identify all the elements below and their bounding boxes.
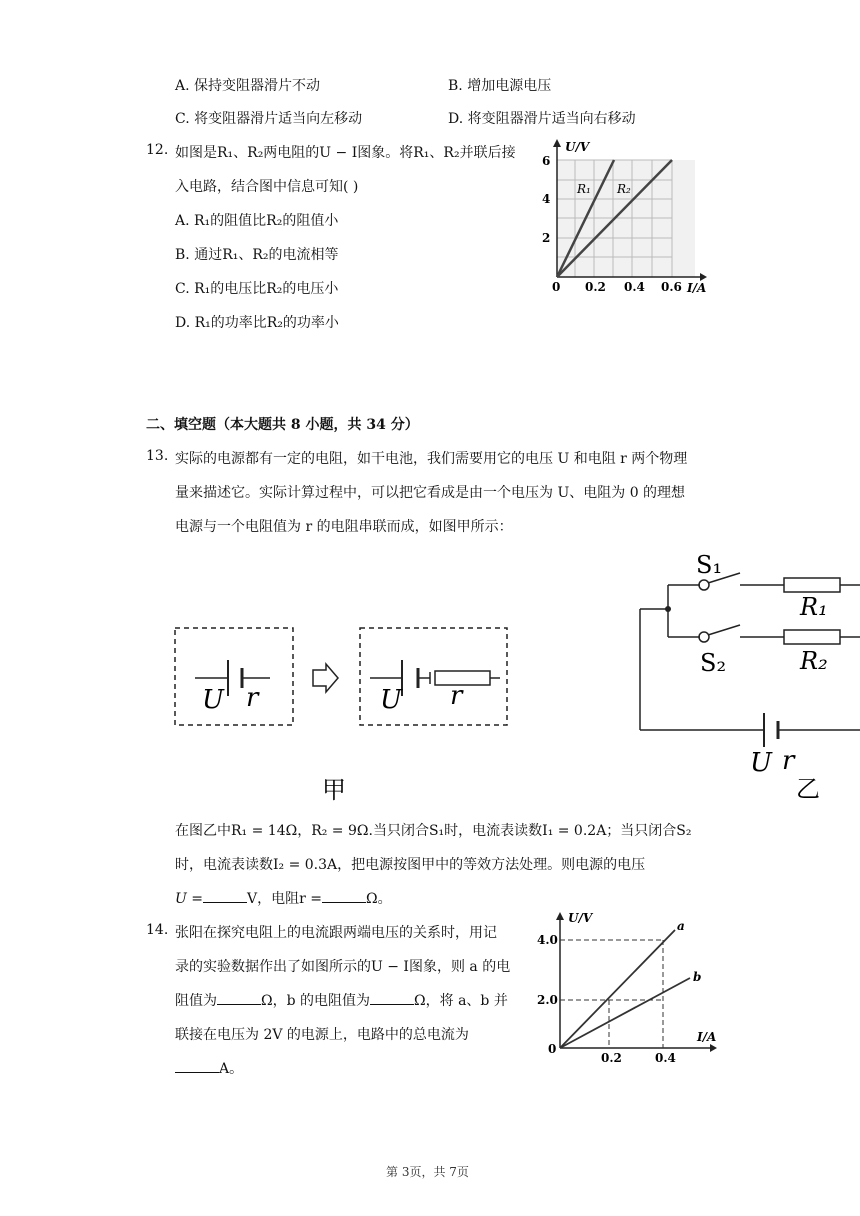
u-label-yi: U: [750, 748, 772, 778]
figure-yi: [636, 545, 860, 805]
s1-label: S₁: [696, 551, 723, 579]
q11-option-c: C. 将变阻器滑片适当向左移动: [175, 111, 363, 127]
q12-option-a: A. R₁的阻值比R₂的阻值小: [175, 213, 339, 229]
q11-option-b: B. 增加电源电压: [448, 78, 552, 94]
blank-r[interactable]: [322, 890, 366, 903]
y-axis-arrow: [553, 139, 561, 147]
q14-line5: A。: [175, 1058, 243, 1078]
q13-line6: U = V，电阻r = Ω。: [175, 891, 392, 907]
x-axis-arrow: [710, 1044, 717, 1052]
q13-line2: 量来描述它。实际计算过程中，可以把它看成是由一个电压为 U、电阻为 0 的理想: [175, 485, 686, 501]
line-b: [560, 978, 690, 1048]
jia-r-label: r: [246, 683, 259, 713]
q14-line2: 录的实验数据作出了如图所示的U − I图象，则 a 的电: [175, 959, 511, 975]
jia-u-label: U: [202, 685, 224, 715]
q14-line1: 张阳在探究电阻上的电流跟两端电压的关系时，用记: [175, 925, 497, 941]
y-axis-label: U/V: [565, 140, 590, 154]
box-left: [175, 628, 293, 725]
y-tick-2: 2.0: [537, 993, 558, 1007]
x-tick-04: 0.4: [655, 1051, 676, 1063]
arrow-icon: [313, 664, 338, 692]
q14-line4: 联接在电压为 2V 的电源上，电路中的总电流为: [175, 1027, 469, 1043]
y-axis-label: U/V: [568, 911, 593, 925]
switch-s1: [699, 580, 709, 590]
section-title: 二、填空题（本大题共 8 小题，共 34 分）: [146, 417, 419, 433]
x-tick-06: 0.6: [661, 280, 682, 294]
x-axis-label: I/A: [687, 281, 707, 295]
r2-label: R₂: [617, 182, 631, 196]
figure-jia: [170, 620, 520, 810]
switch-s2: [699, 632, 709, 642]
x-axis-arrow: [700, 273, 707, 281]
y-tick-4: 4.0: [537, 933, 558, 947]
line-a: [560, 930, 675, 1048]
r1-label: R₁: [577, 182, 591, 196]
q12-option-c: C. R₁的电压比R₂的电压小: [175, 281, 339, 297]
x-tick-02: 0.2: [601, 1051, 622, 1063]
r-label-yi: r: [782, 746, 795, 776]
label-b: b: [693, 970, 702, 984]
q12-number: 12.: [146, 142, 169, 158]
q13-line1: 实际的电源都有一定的电阻，如干电池，我们需要用它的电压 U 和电阻 r 两个物理: [175, 451, 688, 467]
x-tick-0: 0: [552, 280, 561, 294]
q12-ui-graph: [535, 135, 725, 300]
q12-option-d: D. R₁的功率比R₂的功率小: [175, 315, 339, 331]
resistor-r: [435, 671, 490, 685]
s2-label: S₂: [700, 649, 727, 677]
q13-line5: 时，电流表读数I₂ = 0.3A，把电源按图甲中的等效方法处理。则电源的电压: [175, 857, 646, 873]
q12-line2: 入电路，结合图中信息可知( ): [175, 179, 359, 195]
r1-label-yi: R₁: [800, 593, 828, 621]
x-tick-0: 0: [548, 1042, 557, 1056]
q13-line3: 电源与一个电阻值为 r 的电阻串联而成，如图甲所示：: [175, 519, 513, 535]
y-axis-arrow: [556, 912, 564, 920]
y-tick-2: 2: [542, 231, 551, 245]
q11-option-a: A. 保持变阻器滑片不动: [175, 78, 321, 94]
blank-ra[interactable]: [217, 992, 261, 1005]
q12-line1: 如图是R₁、R₂两电阻的U − I图象。将R₁、R₂并联后接: [175, 145, 516, 161]
q13-number: 13.: [146, 448, 169, 464]
resistor-r1: [784, 578, 840, 592]
page-footer: 第 3页，共 7页: [386, 1165, 469, 1179]
x-tick-02: 0.2: [585, 280, 606, 294]
x-axis-label: I/A: [697, 1030, 717, 1044]
x-tick-04: 0.4: [624, 280, 645, 294]
resistor-r2: [784, 630, 840, 644]
label-a: a: [677, 919, 685, 933]
blank-u[interactable]: [203, 890, 247, 903]
q13-line4: 在图乙中R₁ = 14Ω，R₂ = 9Ω.当只闭合S₁时，电流表读数I₁ = 0.2A；当只闭合S₂: [175, 823, 692, 839]
y-tick-6: 6: [542, 154, 551, 168]
q12-option-b: B. 通过R₁、R₂的电流相等: [175, 247, 339, 263]
jia-r-label-2: r: [450, 681, 463, 711]
caption-yi: 乙: [796, 775, 820, 803]
blank-rb[interactable]: [370, 992, 414, 1005]
q14-line3: 阻值为 Ω，b 的电阻值为 Ω，将 a、b 并: [175, 993, 508, 1009]
junction-dot: [665, 606, 671, 612]
jia-u-label-2: U: [380, 685, 402, 715]
blank-current[interactable]: [175, 1060, 219, 1073]
r2-label-yi: R₂: [800, 647, 828, 675]
y-tick-4: 4: [542, 192, 551, 206]
q14-number: 14.: [146, 922, 169, 938]
q14-ui-graph: [535, 908, 725, 1063]
q11-option-d: D. 将变阻器滑片适当向右移动: [448, 111, 636, 127]
caption-jia: 甲: [322, 776, 346, 804]
